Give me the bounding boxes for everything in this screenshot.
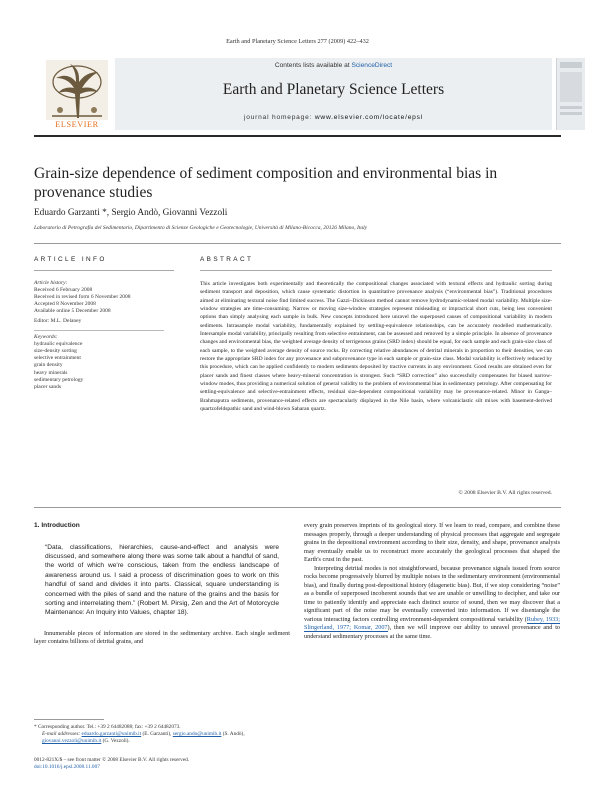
section-heading: 1. Introduction — [34, 522, 80, 529]
history-item: Received 6 February 2008 — [34, 287, 93, 294]
corresponding-author: * Corresponding author. Tel.: +39 2 64482088; fax: +39 2 64482073. — [34, 724, 181, 730]
contents-available: Contents lists available at ScienceDirect — [274, 62, 393, 69]
keyword: size-density sorting — [34, 348, 77, 355]
cover-image-icon — [557, 58, 585, 130]
abstract-heading: ABSTRACT — [200, 256, 254, 263]
keywords-label: Keywords: — [34, 334, 58, 341]
paragraph: Interpreting detrital modes is not straightforward, because provenance signals issued from source rocks become progressively blurred by multiple noises in the sedimentary environment (environmental bias), and finally during post-depositional history (diagenetic bias). But, if we stop considering “noise” as a bundle of superposed incoherent sounds that we are unable or unwilling to decipher, and take our time to patiently identify and appreciate each distinct source of sound, then we may discover that a significant part of the noise may be eventually converted into information. If we disentangle the various interacting factors controlling environment-dependent compositional variability (Rubey, 1933; Slingerland, 1977; Komar, 2007), then we will improve our ability to unravel provenance and to understand sedimentary processes at the same time. — [304, 564, 561, 640]
email-link[interactable]: eduardo.garzanti@unimib.it — [81, 731, 142, 738]
elsevier-tree-logo-icon — [46, 60, 108, 120]
keyword: placer sands — [34, 383, 62, 390]
journal-banner — [115, 58, 552, 130]
front-matter — [34, 757, 189, 771]
footnotes — [34, 724, 290, 746]
epigraph-quote: “Data, classifications, hierarchies, cause-and-effect and analysis were discussed, and somewhere along there was some talk about a handful of sand, the world of which we're conscious, taken from the endless landscape of awareness around us. I said a process of discrimination goes to work on this handful of sand and divides it into parts. Classical, square understanding is concerned with the piles of sand and the nature of the grains and the basis for sorting and interrelating them.” (Robert M. Pirsig, Zen and the Art of Motorcycle Maintenance: An Inquiry into Values, chapter 18). — [45, 543, 279, 617]
history-item: Available online 5 December 2008 — [34, 308, 111, 315]
article-title: Grain-size dependence of sediment composition and environmental bias in provenance studies — [34, 165, 498, 201]
history-item: Received in revised form 6 November 2008 — [34, 294, 131, 301]
body-column-left — [34, 522, 290, 647]
article-info-heading: ARTICLE INFO — [34, 256, 107, 263]
abstract-rule — [200, 270, 552, 271]
journal-homepage-link[interactable]: www.elsevier.com/locate/epsl — [314, 114, 423, 121]
issn-line: 0012-821X/$ – see front matter © 2008 Elsevier B.V. All rights reserved. — [34, 757, 190, 763]
body-column-right — [304, 522, 560, 641]
history-label: Article history: — [34, 280, 68, 286]
history-item: Accepted 8 November 2008 — [34, 301, 96, 308]
article-info-separator — [34, 330, 164, 331]
running-header: Earth and Planetary Science Letters 277 (2009) 422–432 — [226, 38, 369, 45]
article-info-panel — [34, 280, 164, 391]
email-link[interactable]: sergio.ando@unimib.it — [172, 731, 222, 738]
editor: Editor: M.L. Delaney — [34, 318, 82, 325]
email-link[interactable]: giovanni.vezzoli@unimib.it — [42, 738, 102, 745]
citation-links[interactable]: Rubey, 1933; Slingerland, 1977; Komar, 2007 — [304, 615, 560, 631]
keyword: heavy minerals — [34, 369, 68, 376]
keyword: selective entrainment — [34, 355, 81, 362]
divider — [34, 243, 561, 244]
keyword: sedimentary petrology — [34, 376, 84, 383]
journal-cover-thumbnail — [556, 58, 585, 130]
paragraph: Innumerable pieces of information are stored in the sedimentary archive. Each single sediment layer contains billions of detrital grains, and — [34, 629, 290, 646]
footnote-rule — [34, 719, 104, 720]
abstract-text: This article investigates both experimentally and theoretically the compositional changes associated with textural effects and hydraulic sorting during sediment transport and deposition, which cause systematic distortion in quantitative provenance analysis (“environmental bias”). Traditional procedures aimed at eliminating textural noise find limited success. The Gazzi–Dickinson method cannot remove hydrodynamic-related modal variability. Multiple size-window strategies are time-consuming. Narrow or moving size-window strategies represent misleading or impractical short cuts, being less convenient options than simply analysing each sample in bulk. New concepts introduced here unravel the superposed causes of compositional variability in modern sediments. Intrasample modal variability, fundamentally explained by settling-equivalence relationships, can be accurately modelled mathematically. Intersample modal variability, principally resulting from selective entrainment, can be assessed and removed by a simple principle. In absence of provenance changes and environmental bias, the weighted average density of terrigenous grains (SRD index) should be equal, for each sample and each grain-size class of each sample, to the weighted average density of source rocks. By correcting relative abundances of detrital minerals in proportion to their densities, we can restore the appropriate SRD index for any provenance and subprovenance type in each sample or grain-size class. Modal variability is effectively reduced by this procedure, which can be applied confidently to modern sediments deposited by tractive currents in any environment. Good results are obtained even for placer sands and finest classes where heavy-mineral concentration is strongest. Such “SRD correction” also successfully compensates for biased narrow-window modes, thus providing a numerical solution of general validity to the problem of environmental bias in sedimentary petrology. After compensating for settling-equivalence and selective-entrainment effects, residual size-dependent compositional variability may be provenance-related. Minor in Ganga–Brahmaputra sediments, provenance-related effects are spectacularly displayed in the Nile basin, where volcaniclastic silt mixes with basement-derived quartzofeldspathic sand and wind-blown Saharan quartz. — [200, 281, 552, 413]
author-list: Eduardo Garzanti *, Sergio Andò, Giovanni Vezzoli — [34, 208, 228, 218]
copyright: © 2008 Elsevier B.V. All rights reserved. — [458, 490, 552, 496]
doi-link[interactable]: doi:10.1016/j.epsl.2008.11.007 — [34, 764, 100, 771]
journal-title: Earth and Planetary Science Letters — [222, 81, 445, 98]
keyword: hydraulic equivalence — [34, 341, 83, 348]
journal-homepage: journal homepage: www.elsevier.com/locate/epsl — [243, 114, 423, 121]
divider — [34, 507, 561, 508]
email-addresses: E-mail addresses: eduardo.garzanti@unimib.it (E. Garzanti), sergio.ando@unimib.it (S. Andò), giovanni.vezzoli@unimib.it (G. Vezzoli). — [42, 731, 245, 745]
article-info-rule — [34, 270, 174, 271]
keyword: grain density — [34, 362, 63, 369]
affiliation: Laboratorio di Petrografia del Sedimentario, Dipartimento di Scienze Geologiche e Geotecnologie, Università di Milano-Bicocca, 20126 Milano, Italy — [34, 225, 368, 231]
paragraph: every grain preserves imprints of its geological story. If we learn to read, compare, and combine these messages properly, through a deeper understanding of physical processes that aggregate and segregate grains in the depositional environment according to their size, density, and shape, provenance analysis may eventually enable us to reconstruct more accurately the geological processes that shaped the Earth's crust in the past. — [304, 522, 560, 563]
sciencedirect-link[interactable]: ScienceDirect — [351, 62, 393, 69]
elsevier-wordmark: ELSEVIER — [55, 120, 99, 129]
header-rule — [34, 135, 561, 137]
